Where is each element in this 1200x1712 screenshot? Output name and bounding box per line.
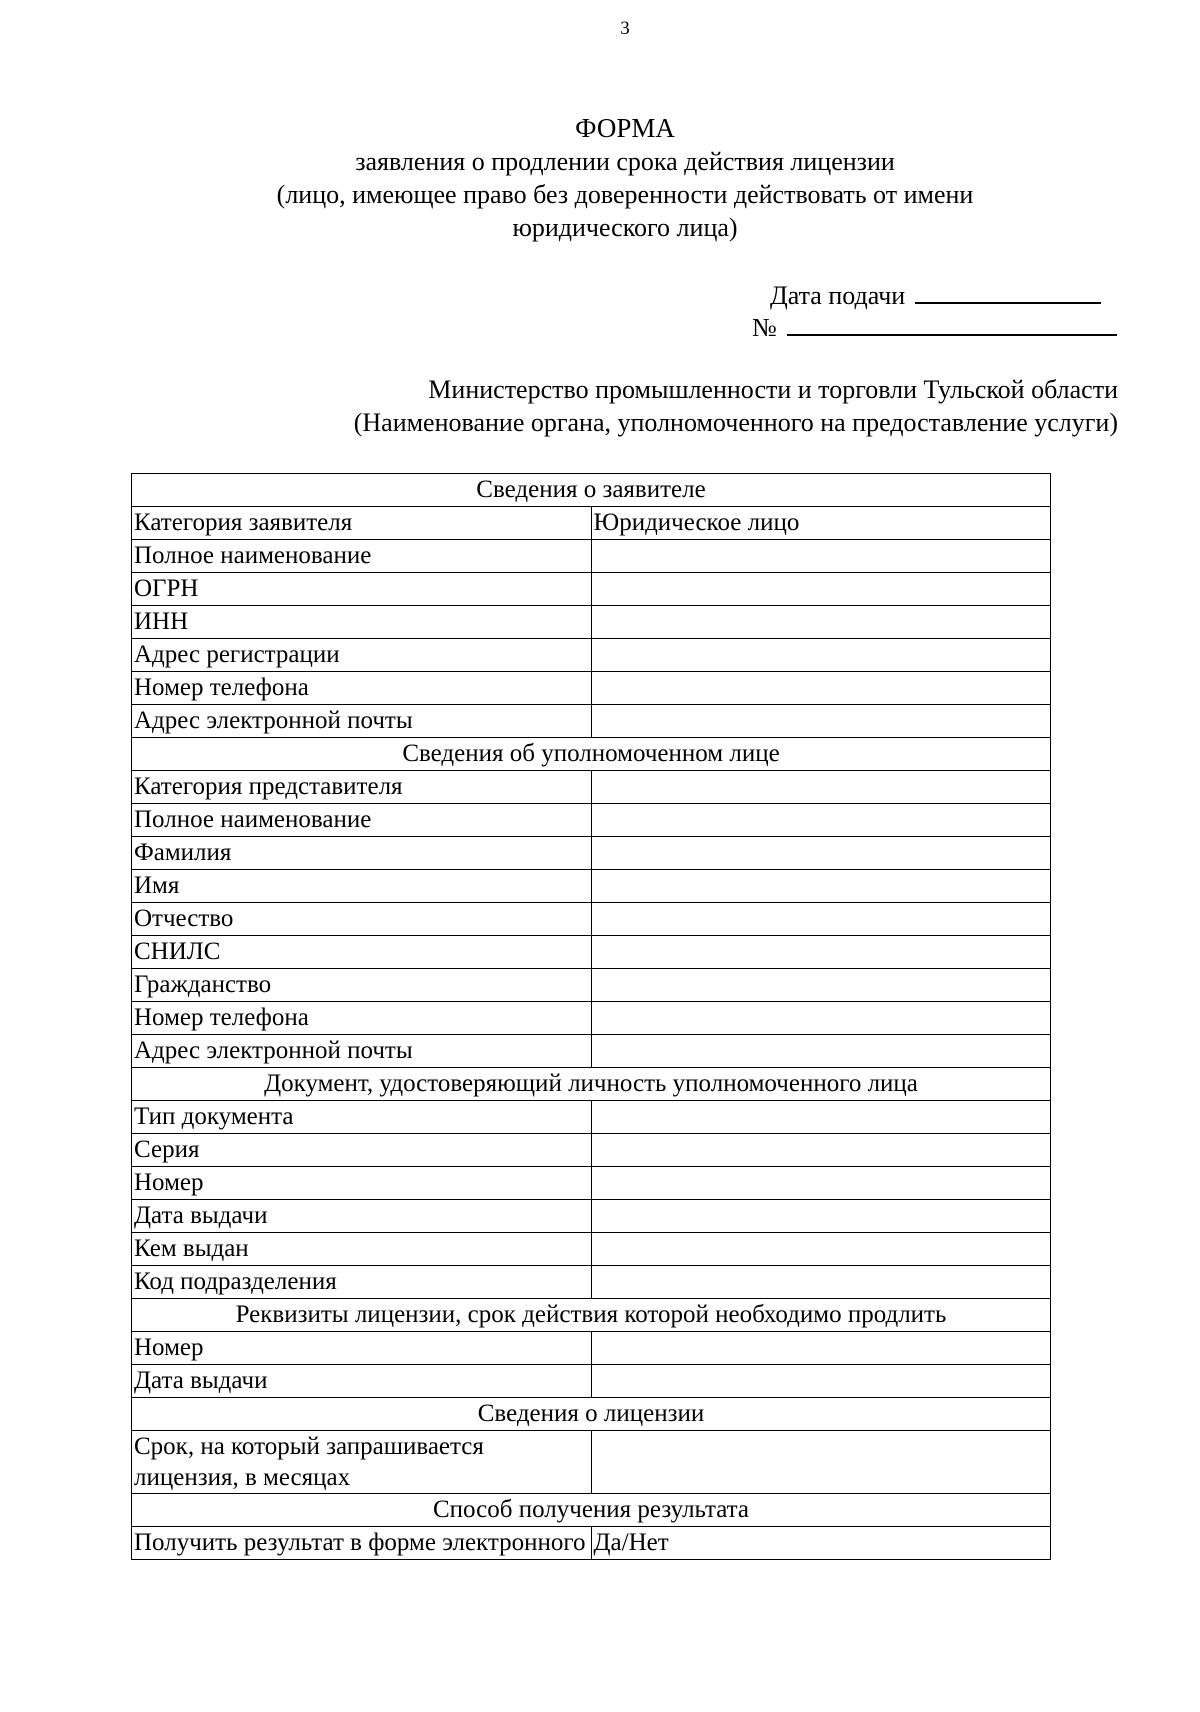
section-header-row (132, 474, 1051, 507)
table-row (132, 1233, 1051, 1266)
section-header-row (132, 1398, 1051, 1431)
row-label: Отчество (132, 903, 592, 936)
row-label: Номер (132, 1332, 592, 1365)
table-row (132, 1431, 1051, 1494)
authority-block (354, 373, 1118, 439)
row-label: Серия (132, 1134, 592, 1167)
row-value[interactable] (591, 870, 1051, 903)
row-label: Кем выдан (132, 1233, 592, 1266)
table-row (132, 540, 1051, 573)
submission-number-label: № (752, 313, 777, 342)
row-value[interactable] (591, 804, 1051, 837)
row-label: Получить результат в форме электронного (132, 1527, 592, 1560)
submission-date-field[interactable] (915, 280, 1101, 304)
license-info-section-title: Сведения о лицензии (132, 1398, 1051, 1431)
row-value[interactable] (591, 1365, 1051, 1398)
table-row (132, 804, 1051, 837)
row-value[interactable] (591, 1332, 1051, 1365)
section-header-row (132, 1068, 1051, 1101)
table-row (132, 837, 1051, 870)
row-label: Дата выдачи (132, 1200, 592, 1233)
representative-section-title: Сведения об уполномоченном лице (132, 738, 1051, 771)
table-row (132, 870, 1051, 903)
row-label: Полное наименование (132, 540, 592, 573)
row-label: Дата выдачи (132, 1365, 592, 1398)
row-value[interactable] (591, 771, 1051, 804)
table-row (132, 936, 1051, 969)
applicant-section-title: Сведения о заявителе (132, 474, 1051, 507)
table-row (132, 1002, 1051, 1035)
row-value[interactable] (591, 1035, 1051, 1068)
row-label: Срок, на который запрашивается лицензия, в месяцах (132, 1431, 592, 1494)
authority-name: Министерство промышленности и торговли Тульской области (428, 375, 1118, 404)
row-label: СНИЛС (132, 936, 592, 969)
row-label: Категория представителя (132, 771, 592, 804)
license-details-section-title: Реквизиты лицензии, срок действия которой необходимо продлить (132, 1299, 1051, 1332)
identity-document-section-title: Документ, удостоверяющий личность уполномоченного лица (132, 1068, 1051, 1101)
form-header (0, 112, 1200, 244)
row-label: ИНН (132, 606, 592, 639)
section-header-row (132, 1299, 1051, 1332)
row-value[interactable] (591, 969, 1051, 1002)
row-label: Номер телефона (132, 1002, 592, 1035)
submission-date-line (770, 280, 1101, 311)
row-value[interactable] (591, 936, 1051, 969)
section-header-row (132, 1494, 1051, 1527)
page-number: 3 (620, 18, 630, 39)
form-title: ФОРМА (575, 113, 675, 143)
row-label: Полное наименование (132, 804, 592, 837)
table-row (132, 672, 1051, 705)
row-value[interactable] (591, 1200, 1051, 1233)
row-label: Фамилия (132, 837, 592, 870)
row-value[interactable] (591, 573, 1051, 606)
table-row (132, 639, 1051, 672)
row-label: Адрес электронной почты (132, 1035, 592, 1068)
row-label: Код подразделения (132, 1266, 592, 1299)
row-value[interactable] (591, 1101, 1051, 1134)
row-label: Тип документа (132, 1101, 592, 1134)
result-method-section-title: Способ получения результата (132, 1494, 1051, 1527)
table-row (132, 771, 1051, 804)
table-row (132, 573, 1051, 606)
table-row (132, 1527, 1051, 1560)
table-row (132, 1266, 1051, 1299)
row-label: Категория заявителя (132, 507, 592, 540)
row-value[interactable]: Юридическое лицо (591, 507, 1051, 540)
form-subtitle-line-2: (лицо, имеющее право без доверенности действовать от имени (276, 180, 974, 209)
table-row (132, 1365, 1051, 1398)
row-value[interactable] (591, 639, 1051, 672)
row-label: ОГРН (132, 573, 592, 606)
table-row (132, 969, 1051, 1002)
row-value[interactable] (591, 903, 1051, 936)
row-value[interactable] (591, 1167, 1051, 1200)
row-label: Адрес регистрации (132, 639, 592, 672)
table-row (132, 1200, 1051, 1233)
row-value[interactable] (591, 1134, 1051, 1167)
row-value[interactable] (591, 1431, 1051, 1494)
row-value[interactable] (591, 606, 1051, 639)
row-value[interactable] (591, 1266, 1051, 1299)
row-value[interactable] (591, 672, 1051, 705)
submission-number-line (752, 312, 1117, 343)
table-row (132, 606, 1051, 639)
table-row (132, 1101, 1051, 1134)
row-label: Имя (132, 870, 592, 903)
row-value[interactable] (591, 705, 1051, 738)
row-label: Адрес электронной почты (132, 705, 592, 738)
row-value[interactable] (591, 1002, 1051, 1035)
table-row (132, 903, 1051, 936)
row-label: Номер (132, 1167, 592, 1200)
authority-caption: (Наименование органа, уполномоченного на предоставление услуги) (353, 408, 1118, 437)
application-table (131, 473, 1051, 1560)
row-value[interactable] (591, 540, 1051, 573)
table-row (132, 705, 1051, 738)
row-value[interactable]: Да/Нет (591, 1527, 1051, 1560)
form-subtitle-line-1: заявления о продлении срока действия лицензии (355, 147, 895, 176)
table-row (132, 1134, 1051, 1167)
submission-date-label: Дата подачи (770, 281, 906, 310)
row-value[interactable] (591, 1233, 1051, 1266)
section-header-row (132, 738, 1051, 771)
table-row (132, 507, 1051, 540)
form-subtitle-line-3: юридического лица) (512, 213, 738, 242)
row-label: Гражданство (132, 969, 592, 1002)
submission-number-field[interactable] (787, 312, 1117, 336)
row-value[interactable] (591, 837, 1051, 870)
table-row (132, 1035, 1051, 1068)
row-label: Номер телефона (132, 672, 592, 705)
table-row (132, 1167, 1051, 1200)
table-row (132, 1332, 1051, 1365)
